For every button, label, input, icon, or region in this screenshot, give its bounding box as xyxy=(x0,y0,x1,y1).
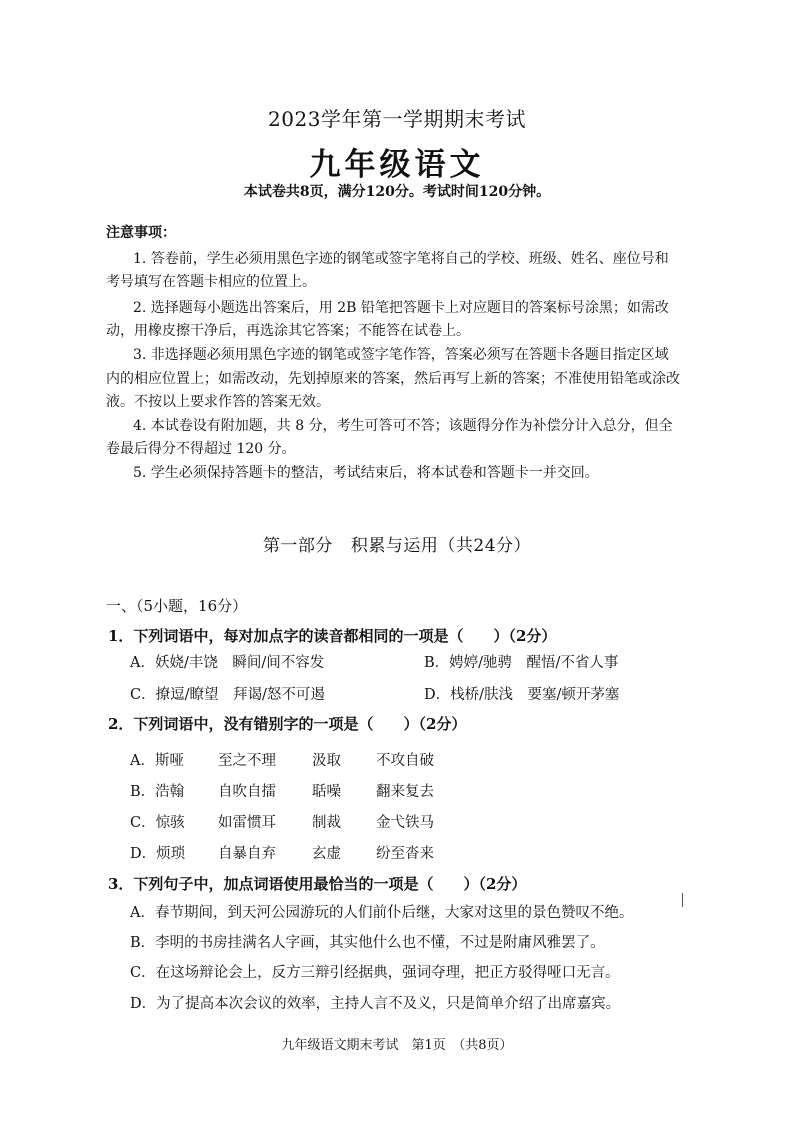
q2-word: 制裁 xyxy=(312,815,341,831)
q2-word: 聒噪 xyxy=(312,784,341,800)
q1-option-b: B．娉婷/驰骋 醒悟/不省人事 xyxy=(424,655,619,671)
q2-word: 玄虚 xyxy=(312,846,341,862)
q2-word: 翻来复去 xyxy=(376,784,434,800)
q2-word: 自吹自擂 xyxy=(218,784,276,800)
question-group-heading: 一、（5小题，16分） xyxy=(106,597,248,615)
question-2-stem: 2．下列词语中，没有错别字的一项是（ ）（2分） xyxy=(108,715,467,733)
q2-word: 如雷惯耳 xyxy=(218,815,276,831)
q2-option-label: B．浩翰 xyxy=(130,784,185,800)
notice-line: 动，用橡皮擦干净后，再选涂其它答案；不能答在试卷上。 xyxy=(106,323,470,339)
exam-title: 2023学年第一学期期末考试 xyxy=(268,107,526,131)
q2-word: 至之不理 xyxy=(218,753,276,769)
notice-line: 3. 非选择题必须用黑色字迹的钢笔或签字笔作答，答案必须写在答题卡各题目指定区域 xyxy=(133,347,669,363)
question-1-stem: 1．下列词语中，每对加点字的读音都相同的一项是（ ）（2分） xyxy=(108,627,557,645)
q2-option-label: D．烦琐 xyxy=(130,846,186,862)
exam-subject: 九年级语文 xyxy=(309,147,485,183)
notice-line: 内的相应位置上；如需改动，先划掉原来的答案，然后再写上新的答案；不准使用铅笔或涂改 xyxy=(106,371,680,387)
question-3-stem: 3．下列句子中，加点词语使用最恰当的一项是（ ）（2分） xyxy=(108,875,527,893)
notice-line: 5. 学生必须保持答题卡的整洁，考试结束后，将本试卷和答题卡一并交回。 xyxy=(133,465,599,481)
notice-line: 考号填写在答题卡相应的位置上。 xyxy=(106,274,316,290)
q3-option-a: A．春节期间，到天河公园游玩的人们前仆后继，大家对这里的景色赞叹不绝。 xyxy=(130,905,634,921)
q1-option-d: D．栈桥/肤浅 要塞/顿开茅塞 xyxy=(424,687,620,703)
q3-option-d: D．为了提高本次会议的效率，主持人言不及义，只是简单介绍了出席嘉宾。 xyxy=(130,996,621,1012)
q2-word: 自暴自弃 xyxy=(218,846,276,862)
section-heading xyxy=(0,531,794,556)
q1-option-c: C．撩逗/瞭望 拜谒/怒不可遏 xyxy=(130,687,325,703)
notice-heading: 注意事项： xyxy=(106,225,176,241)
section-part: 第一部分 xyxy=(262,536,333,556)
q2-option-label: C．惊骇 xyxy=(130,815,185,831)
notice-line: 卷最后得分不得超过 120 分。 xyxy=(106,441,296,457)
q3-option-b: B．李明的书房挂满名人字画，其实他什么也不懂，不过是附庸风雅罢了。 xyxy=(130,935,605,951)
notice-line: 4. 本试卷设有附加题，共 8 分，考生可答可不答；该题得分作为补偿分计入总分，但全 xyxy=(133,418,673,434)
q2-word: 不攻自破 xyxy=(376,753,434,769)
q2-word: 汲取 xyxy=(312,753,341,769)
exam-info: 本试卷共8页，满分120分。考试时间120分钟。 xyxy=(243,184,551,200)
q2-word: 纷至沓来 xyxy=(376,846,434,862)
q2-option-label: A．斯哑 xyxy=(130,753,184,769)
notice-line: 2. 选择题每小题选出答案后，用 2B 铅笔把答题卡上对应题目的答案标号涂黑；如需改 xyxy=(133,300,669,316)
notice-line: 液。不按以上要求作答的答案无效。 xyxy=(106,394,330,410)
q2-word: 金弋铁马 xyxy=(376,815,434,831)
section-name: 积累与运用（共24分） xyxy=(350,536,532,556)
scan-mark xyxy=(682,893,683,907)
q3-option-c: C．在这场辩论会上，反方三辩引经据典，强词夺理，把正方驳得哑口无言。 xyxy=(130,965,620,981)
page-footer: 九年级语文期末考试 第1页 （共8页） xyxy=(281,1038,513,1053)
notice-line: 1. 答卷前，学生必须用黑色字迹的钢笔或签字笔将自己的学校、班级、姓名、座位号和 xyxy=(133,251,669,267)
q1-option-a: A．妖娆/丰饶 瞬间/间不容发 xyxy=(130,655,325,671)
